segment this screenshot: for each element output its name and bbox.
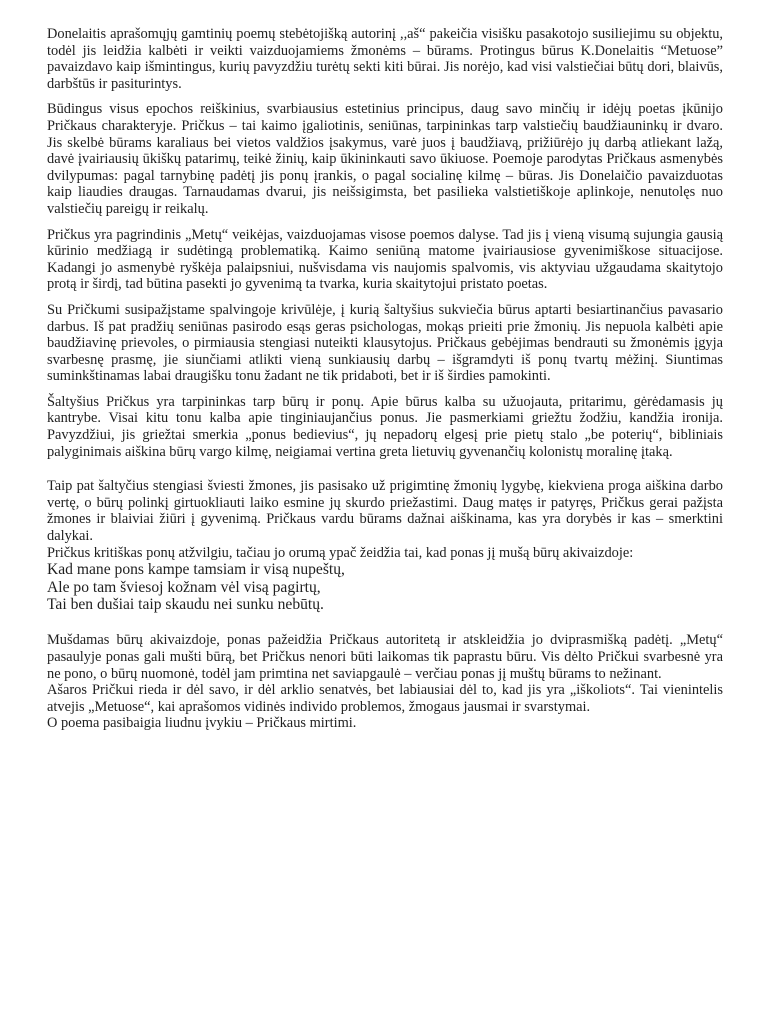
paragraph-ending: O poema pasibaigia liudnu įvykiu – Pričkaus mirtimi. bbox=[47, 715, 357, 732]
paragraph-intro: Donelaitis aprašomųjų gamtinių poemų stebėtojišką autorinį ,,aš“ pakeičia visišku pasakotojo susiliejimu su objektu, todėl jis leidžia kalbėti ir veikti vaizduojamiems žmonėms – būrams. Protingus būrus K.Donelaitis “Metuose” pavaizdavo kaip išmintingus, kurių pavyzdžiu turėtų sekti kiti būrai. Jis norėjo, kad visi valstiečiai būtų dori, blaivūs, darbštūs ir pasiturintys. bbox=[47, 26, 723, 92]
paragraph-education: Taip pat šaltyčius stengiasi šviesti žmones, jis pasisako už prigimtinę žmonių lygybę, kiekviena proga aiškina darbo vertę, o būrų polinkį girtuokliauti laiko esmine jų skurdo priežastimi. Daug matęs ir patyręs, Pričkus gerai pažįsta žmones ir blaiviai žiūri į gyvenimą. Pričkaus vardu būrams dažnai aiškinama, kas yra dorybės ir kas – smerktini dalykai. bbox=[47, 478, 723, 545]
verse-line: Ale po tam šviesoj kožnam vėl visą pagirtų, bbox=[47, 578, 321, 596]
paragraph-critical: Pričkus kritiškas ponų atžvilgiu, tačiau jo orumą ypač žeidžia tai, kad ponas jį mušą būrų akivaizdoje: bbox=[47, 544, 634, 561]
paragraph-krivule: Su Pričkumi susipažįstame spalvingoje krivūlėje, į kurią šaltyšius sukviečia būrus aptarti besiartinančius pavasario darbus. Iš pat pradžių seniūnas pasirodo esąs geras psichologas, mokąs prieiti prie žmonių. Jis nepuola kalbėti apie baudžiavinę prievoles, o pirmiausia stengiasi nuteikti klausytojus. Pričkaus gebėjimas bendrauti su žmonėmis įgyja svarbesnę prasmę, jie siunčiami atlikti vieną sunkiausių darbų – išgramdyti iš ponų tvartų mėžinį. Siuntimas suminkštinamas labai draugišku tonu žadant ne tik pridaboti, bet ir iš širdies pamokinti. bbox=[47, 301, 723, 385]
verse-line: Kad mane pons kampe tamsiam ir visą nupeštų, bbox=[47, 561, 345, 579]
verse-quote bbox=[47, 561, 723, 613]
paragraph-authority: Mušdamas būrų akivaizdoje, ponas pažeidžia Pričkaus autoritetą ir atskleidžia jo dviprasmišką padėtį. „Metų“ pasaulyje ponas gali mušti būrą, bet Pričkus nenori būti laikomas tik paprastu būru. Vis dėlto Pričkui svarbesnė yra ne pono, o būrų nuomonė, todėl jam primtina net saviapgaulė – verčiau ponas jį muštų būrams to nežinant. bbox=[47, 632, 723, 682]
paragraph-intermediary: Šaltyšius Pričkus yra tarpininkas tarp būrų ir ponų. Apie būrus kalba su užuojauta, pritarimu, gėrėdamasis jų kantrybe. Visai kitu tonu kalba apie tinginiaujančius ponus. Jie pasmerkiami griežtu žodžiu, kandžia ironija. Pavyzdžiui, jis griežtai smerkia „ponus bedievius“, jų nepadorų elgesį prie pietų stalo „be poterių“, bibliniais palyginimais aiškina būrų vargo kilmę, neigiamai vertina greta lietuvių gyvenančių kolonistų moralinę įtaką. bbox=[47, 393, 723, 460]
paragraph-tears: Ašaros Pričkui rieda ir dėl savo, ir dėl arklio senatvės, bet labiausiai dėl to, kad jis yra „iškoliots“. Tai vienintelis atvejis „Metuose“, kai aprašomos vidinės individo problemos, žmogaus jausmai ir svarstymai. bbox=[47, 682, 723, 715]
verse-line: Tai ben dušiai taip skaudu nei sunku nebūtų. bbox=[47, 596, 324, 614]
paragraph-prickus-character: Būdingus visus epochos reiškinius, svarbiausius estetinius principus, daug savo minčių ir idėjų poetas įkūnijo Pričkaus charakteryje. Pričkus – tai kaimo įgaliotinis, seniūnas, tarpininkas tarp valstiečių baudžiauninkų ir dvaro. Jis skelbė būrams karaliaus bei vietos valdžios įsakymus, varė juos į baudžiavą, prižiūrėjo jų darbą atliekant lažą, davė įvairiausių ūkiškų patarimų, teikė žinių, kaip ūkininkauti savo ūkiuose. Poemoje parodytas Pričkaus asmenybės dvilypumas: pagal tarnybinę padėtį jis ponų įrankis, o pagal socialinę kilmę – būras. Jis Donelaičio pavaizduotas kaip liaudies draugas. Tarnaudamas dvarui, jis neišsigimsta, bet pasilieka valstietiškoje aplinkoje, nenutolęs nuo valstiečių pareigų ir reikalų. bbox=[47, 101, 723, 217]
paragraph-main-character: Pričkus yra pagrindinis „Metų“ veikėjas, vaizduojamas visose poemos dalyse. Tad jis į vieną visumą sujungia gausią kūrinio medžiagą ir sudėtingą problematiką. Kaimo seniūną matome įvairiausiose gyvenimiškose situacijose. Kadangi jo asmenybė ryškėja palaipsniui, nušvisdama vis naujomis spalvomis, vis aktyviau užgaudama skaitytojo protą ir širdį, tad būtina pasekti jo gyvenimą ta tvarka, kuria skaitytojui pristato poetas. bbox=[47, 226, 723, 293]
document-page bbox=[47, 26, 723, 732]
